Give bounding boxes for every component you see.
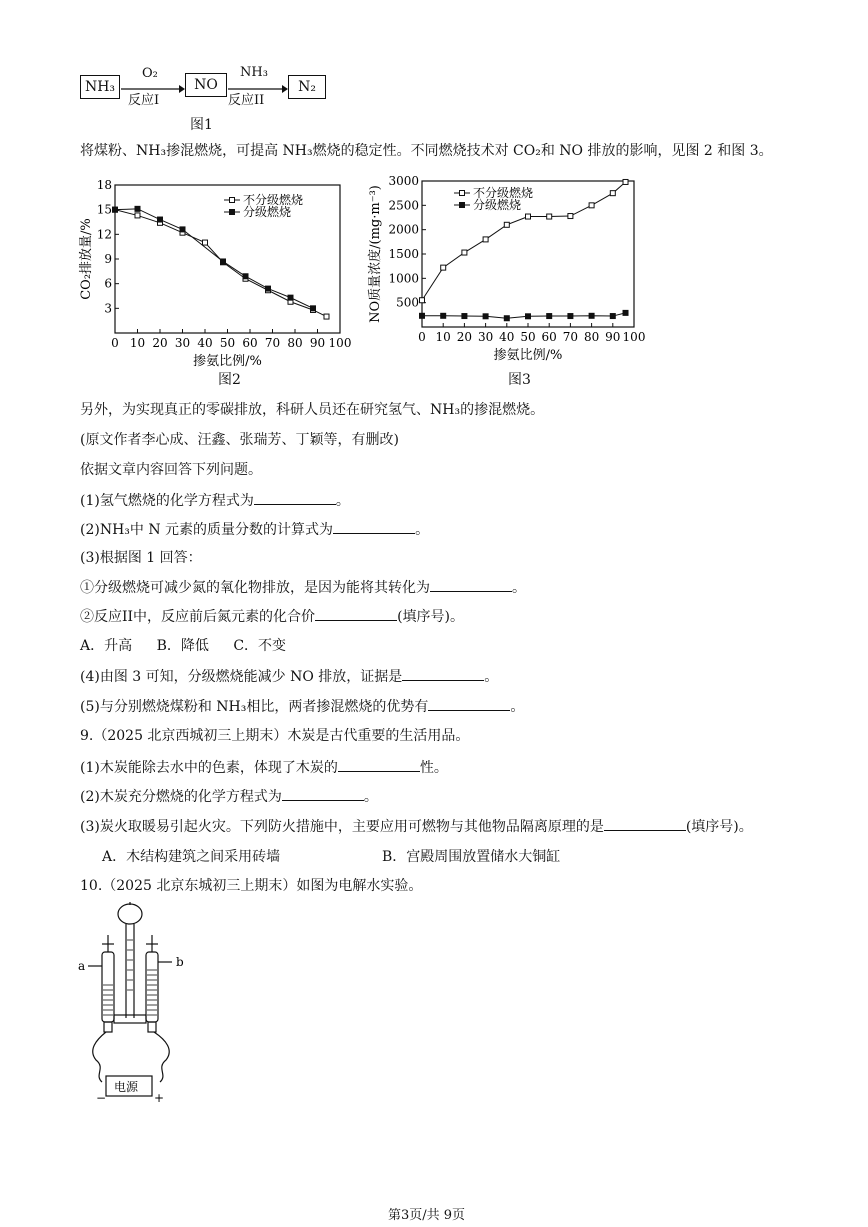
fig1-arrow1-top: O₂ xyxy=(142,66,158,81)
y-tick-label: 1000 xyxy=(388,271,419,286)
x-tick-label: 90 xyxy=(309,336,326,350)
x-tick-label: 10 xyxy=(129,336,146,350)
series-line xyxy=(115,209,313,308)
x-tick-label: 50 xyxy=(520,330,536,344)
y-tick-label: 6 xyxy=(104,276,112,291)
data-point xyxy=(568,214,573,219)
answer-blank[interactable] xyxy=(254,490,336,505)
data-point xyxy=(221,259,226,264)
q8-options xyxy=(80,636,306,656)
plus-sign: + xyxy=(154,1091,165,1105)
answer-blank[interactable] xyxy=(430,577,512,592)
fig1-node-no: NO xyxy=(185,73,227,97)
plot-frame xyxy=(422,181,634,327)
q10-title: 10.（2025 北京东城初三上期末）如图为电解水实验。 xyxy=(80,878,423,894)
answer-blank[interactable] xyxy=(402,666,484,681)
q9-1: (1)木炭能除去水中的色素，体现了木炭的 性。 xyxy=(80,757,448,778)
data-point xyxy=(311,306,316,311)
q9-title: 9.（2025 北京西城初三上期末）木炭是古代重要的生活用品。 xyxy=(80,728,470,744)
data-point xyxy=(623,310,628,315)
fig1-arrow1-bottom: 反应I xyxy=(128,93,160,108)
data-point xyxy=(266,286,271,291)
y-tick-label: 2000 xyxy=(388,222,419,237)
data-point xyxy=(441,265,446,270)
data-point xyxy=(158,217,163,222)
data-point xyxy=(288,295,293,300)
q9-option-a: A．木结构建筑之间采用砖墙 xyxy=(102,849,281,865)
x-tick-label: 30 xyxy=(477,330,494,344)
q9-option-b: B．宫殿周围放置储水大铜缸 xyxy=(382,849,561,865)
data-point xyxy=(610,314,615,319)
x-axis-label: 掺氨比例/% xyxy=(193,354,262,369)
data-point xyxy=(504,222,509,227)
x-tick-label: 100 xyxy=(328,336,352,350)
q9-3: (3)炭火取暖易引起火灾。下列防火措施中，主要应用可燃物与其他物品隔离原理的是 (填序号)。 xyxy=(80,816,753,837)
legend-marker xyxy=(460,203,465,208)
legend-marker xyxy=(460,191,465,196)
data-point xyxy=(420,313,425,318)
q8-1: (1)氢气燃烧的化学方程式为 。 xyxy=(80,490,350,511)
data-point xyxy=(462,250,467,255)
legend-label: 分级燃烧 xyxy=(473,198,522,212)
x-tick-label: 100 xyxy=(622,330,646,344)
power-source-label: 电源 xyxy=(114,1080,139,1094)
x-tick-label: 90 xyxy=(605,330,621,344)
x-tick-label: 70 xyxy=(264,336,281,350)
data-point xyxy=(324,314,329,319)
fig1-caption: 图1 xyxy=(190,117,213,133)
legend-marker xyxy=(230,210,235,215)
q8-4: (4)由图 3 可知，分级燃烧能减少 NO 排放，证据是 。 xyxy=(80,666,498,687)
q8-2: (2)NH₃中 N 元素的质量分数的计算式为 。 xyxy=(80,519,429,540)
data-point xyxy=(568,314,573,319)
y-axis-label: NO质量浓度/(mg·m⁻³) xyxy=(368,185,383,323)
plot-frame xyxy=(115,185,340,333)
data-point xyxy=(526,214,531,219)
option-c: C．不变 xyxy=(233,638,287,654)
data-point xyxy=(623,179,628,184)
y-tick-label: 3 xyxy=(104,301,112,316)
data-point xyxy=(504,316,509,321)
y-tick-label: 500 xyxy=(396,295,419,310)
data-point xyxy=(180,227,185,232)
q8-5: (5)与分别燃烧煤粉和 NH₃相比，两者掺混燃烧的优势有 。 xyxy=(80,696,524,717)
option-a: A．升高 xyxy=(80,638,133,654)
data-point xyxy=(420,298,425,303)
text-line-2: (原文作者李心成、汪鑫、张瑞芳、丁颖等，有删改) xyxy=(80,432,399,448)
answer-blank[interactable] xyxy=(604,816,686,831)
x-tick-label: 80 xyxy=(583,330,600,344)
x-tick-label: 30 xyxy=(174,336,191,350)
series-line xyxy=(422,313,626,318)
q8-3-1: ①分级燃烧可减少氮的氧化物排放，是因为能将其转化为 。 xyxy=(80,577,526,598)
x-tick-label: 20 xyxy=(152,336,168,350)
fig1-arrow2-bottom: 反应II xyxy=(228,93,265,108)
data-point xyxy=(547,314,552,319)
fig3-caption: 图3 xyxy=(508,372,531,388)
answer-blank[interactable] xyxy=(333,519,415,534)
data-point xyxy=(441,313,446,318)
x-tick-label: 40 xyxy=(499,330,515,344)
x-tick-label: 20 xyxy=(456,330,473,344)
data-point xyxy=(113,207,118,212)
y-tick-label: 1500 xyxy=(388,247,419,261)
legend-label: 分级燃烧 xyxy=(243,205,292,219)
q9-2: (2)木炭充分燃烧的化学方程式为 。 xyxy=(80,786,378,807)
data-point xyxy=(243,274,248,279)
data-point xyxy=(483,237,488,242)
legend-label: 不分级燃烧 xyxy=(473,186,534,200)
data-point xyxy=(610,191,615,196)
minus-sign: − xyxy=(96,1091,107,1105)
answer-blank[interactable] xyxy=(338,757,420,772)
paragraph-intro: 将煤粉、NH₃掺混燃烧，可提高 NH₃燃烧的稳定性。不同燃烧技术对 CO₂和 NO 排放的影响，见图 2 和图 3。 xyxy=(80,143,773,159)
y-tick-label: 12 xyxy=(96,227,112,242)
x-tick-label: 40 xyxy=(197,336,213,350)
y-tick-label: 15 xyxy=(96,202,112,217)
legend-marker xyxy=(230,198,235,203)
data-point xyxy=(547,214,552,219)
data-point xyxy=(526,314,531,319)
x-axis-label: 掺氨比例/% xyxy=(493,348,563,363)
fig1-node-n2: N₂ xyxy=(288,75,326,99)
chart-no-concentration xyxy=(366,172,656,377)
x-tick-label: 10 xyxy=(435,330,451,344)
x-tick-label: 70 xyxy=(562,330,579,344)
page-footer: 第3页/共 9页 xyxy=(388,1208,466,1223)
data-point xyxy=(135,213,140,218)
q8-3-2: ②反应II中，反应前后氮元素的化合价 (填序号)。 xyxy=(80,606,464,627)
answer-blank[interactable] xyxy=(315,606,397,621)
x-tick-label: 50 xyxy=(219,336,236,350)
y-tick-label: 2500 xyxy=(388,198,419,213)
fig2-caption: 图2 xyxy=(218,372,241,388)
data-point xyxy=(462,314,467,319)
electrolysis-apparatus xyxy=(76,900,206,1105)
label-a: a xyxy=(78,959,86,973)
data-point xyxy=(203,240,208,245)
data-point xyxy=(135,206,140,211)
q8-3: (3)根据图 1 回答： xyxy=(80,550,202,566)
answer-blank[interactable] xyxy=(428,696,510,711)
y-axis-label: CO₂排放量/% xyxy=(79,218,94,300)
data-point xyxy=(589,203,594,208)
y-tick-label: 3000 xyxy=(388,174,419,188)
x-tick-label: 0 xyxy=(418,330,426,344)
legend-label: 不分级燃烧 xyxy=(243,193,304,207)
fig1-arrow2-top: NH₃ xyxy=(240,65,268,80)
label-b: b xyxy=(176,955,184,969)
y-tick-label: 18 xyxy=(96,178,112,192)
x-tick-label: 80 xyxy=(287,336,303,350)
fig1-node-nh3: NH₃ xyxy=(80,75,120,99)
text-line-3: 依据文章内容回答下列问题。 xyxy=(80,462,262,478)
x-tick-label: 60 xyxy=(242,336,258,350)
data-point xyxy=(483,314,488,319)
chart-co2-emission xyxy=(78,175,352,375)
y-tick-label: 9 xyxy=(104,252,112,266)
answer-blank[interactable] xyxy=(282,786,364,801)
option-b: B．降低 xyxy=(156,638,209,654)
data-point xyxy=(589,313,594,318)
x-tick-label: 60 xyxy=(541,330,557,344)
text-line-1: 另外，为实现真正的零碳排放，科研人员还在研究氢气、NH₃的掺混燃烧。 xyxy=(80,402,545,418)
x-tick-label: 0 xyxy=(111,336,119,350)
